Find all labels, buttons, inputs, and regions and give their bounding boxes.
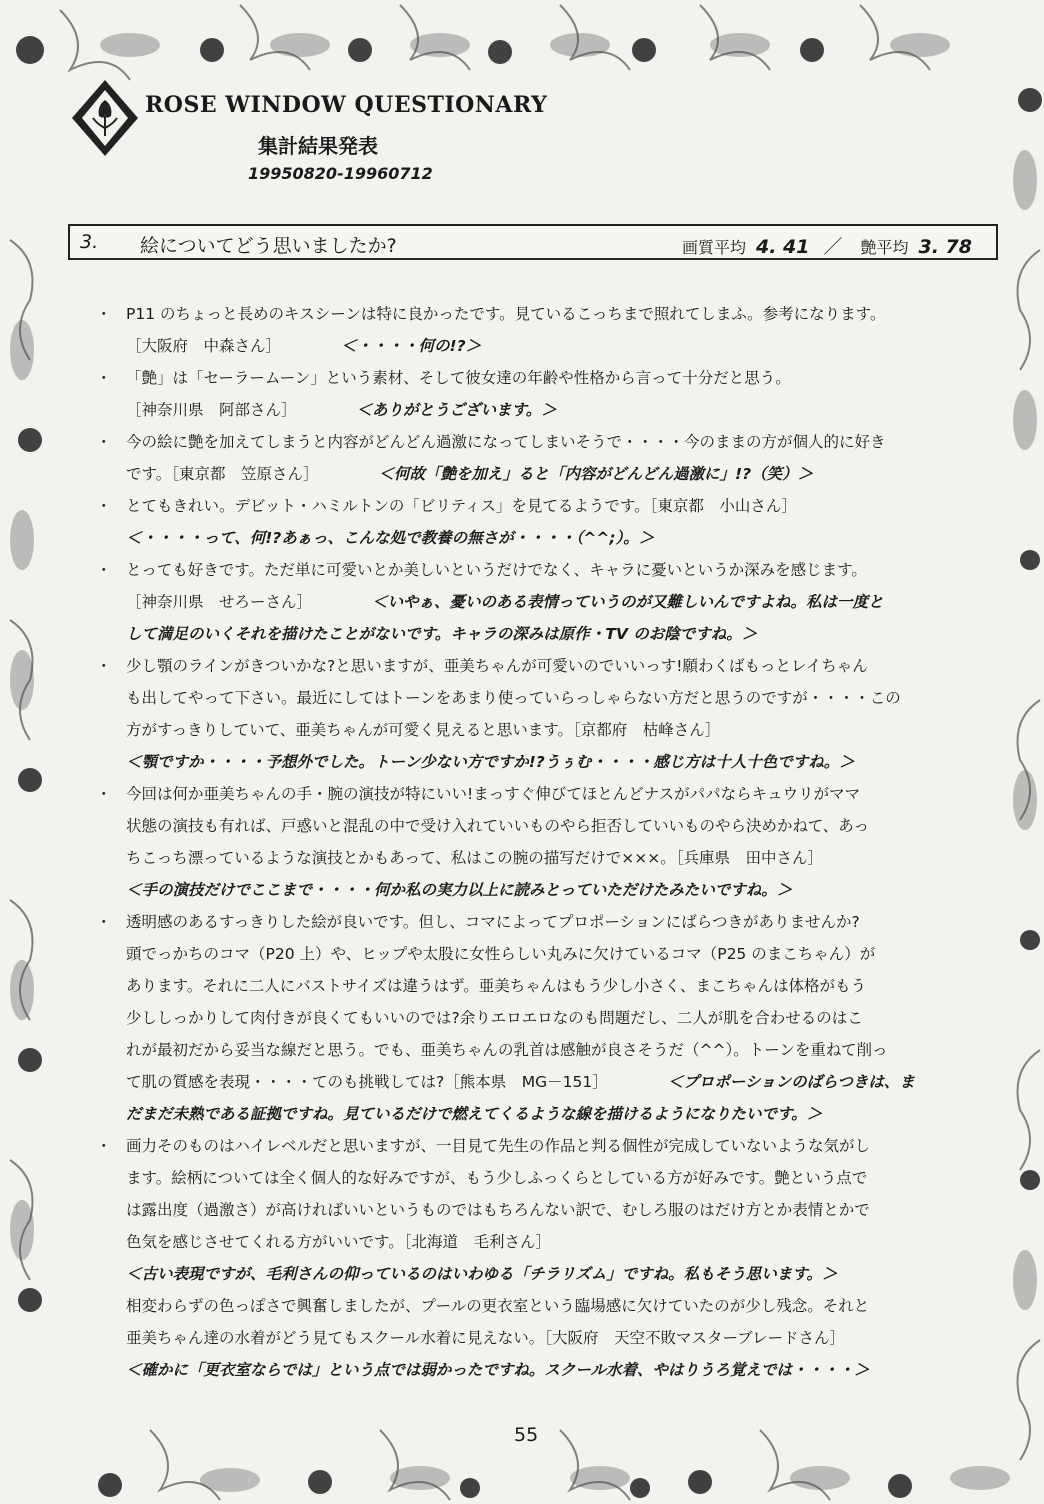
question-text: 絵についてどう思いましたか?: [140, 235, 397, 257]
response-text-line: ます。絵柄については全く個人的な好みですが、もう少しふっくらとしている方が好みです。艶という点で: [126, 1169, 868, 1187]
response-text-line: ちこっち漂っているような演技とかもあって、私はこの腕の描写だけで×××。［兵庫県 田中さん］: [126, 849, 823, 867]
response-text-line: 画力そのものはハイレベルだと思いますが、一目見て先生の作品と判る個性が完成していないような気がし: [126, 1137, 871, 1155]
author-reply-line: ＜顎ですか・・・・予想外でした。トーン少ない方ですか!?うぅむ・・・・感じ方は十人十色ですね。＞: [126, 753, 855, 771]
page-number: 55: [510, 1424, 542, 1446]
bullet-mark: ・: [96, 497, 112, 515]
bullet-mark: ・: [96, 561, 112, 579]
response-text-line: P11 のちょっと長めのキスシーンは特に良かったです。見ているこっちまで照れてしまふ。参考になります。: [126, 305, 886, 323]
response-source-line: [126, 394, 1008, 426]
response-source-line: [126, 330, 1008, 362]
bullet-mark: ・: [96, 433, 112, 451]
response-text-line: とてもきれい。デビット・ハミルトンの「ビリティス」を見てるようです。［東京都 小山さん］: [126, 497, 797, 515]
response-text-line: 頭でっかちのコマ（P20 上）や、ヒップや太股に女性らしい丸みに欠けているコマ（P25 のまこちゃん）が: [126, 945, 876, 963]
page-subtitle: 集計結果発表: [258, 134, 378, 158]
score-separator: ／: [823, 236, 843, 258]
bullet-mark: ・: [96, 1137, 112, 1155]
author-reply: ＜プロポーションのばらつきは、ま: [667, 1073, 915, 1091]
author-reply-line: ＜手の演技だけでここまで・・・・何か私の実力以上に読みとっていただけたみたいですね。＞: [126, 881, 793, 899]
response-text-line: 相変わらずの色っぽさで興奮しましたが、プールの更衣室という臨場感に欠けていたのが少し残念。それと: [126, 1297, 870, 1315]
response-item: [96, 362, 1008, 426]
response-text-line: 色気を感じさせてくれる方がいいです。［北海道 毛利さん］: [126, 1233, 552, 1251]
response-text-line: は露出度（過激さ）が高ければいいというものではもちろんない訳で、むしろ服のはだけ方とか表情とかで: [126, 1201, 870, 1219]
response-item: [96, 906, 1008, 1130]
response-item: [96, 1130, 1008, 1290]
response-text-line: 今回は何か亜美ちゃんの手・腕の演技が特にいい!まっすぐ伸びてほとんどナスがパパならキュウリがママ: [126, 785, 861, 803]
quality-value: 4. 41: [755, 236, 810, 258]
respondent-source: ［大阪府 中森さん］: [126, 337, 282, 355]
response-text-line: 透明感のあるすっきりした絵が良いです。但し、コマによってプロポーションにばらつきがありませんか?: [126, 913, 860, 931]
response-item: [96, 298, 1008, 362]
response-text-line: あります。それに二人にバストサイズは違うはず。亜美ちゃんはもう少し小さく、まこちゃんは体格がもう: [126, 977, 866, 995]
bullet-mark: ・: [96, 913, 112, 931]
response-item: [96, 426, 1008, 490]
respondent-source: です。［東京都 笠原さん］: [126, 465, 319, 483]
response-text-line: れが最初だから妥当な線だと思う。でも、亜美ちゃんの乳首は感触が良さそうだ（^^）。トーンを重ねて削っ: [126, 1041, 888, 1059]
respondent-source: ［神奈川県 せろーさん］: [126, 593, 313, 611]
question-box: [68, 224, 998, 260]
page-header: [70, 78, 590, 198]
response-text-line: も出してやって下さい。最近にしてはトーンをあまり使っていらっしゃらない方だと思うのですが・・・・この: [126, 689, 901, 707]
author-reply-line: ＜確かに「更衣室ならでは」という点では弱かったですね。スクール水着、やはりうろ覚えでは・・・・＞: [126, 1361, 870, 1379]
quality-label: 画質平均: [681, 238, 746, 257]
response-item: [96, 1290, 1008, 1386]
response-text-line: 「艶」は「セーラームーン」という素材、そして彼女達の年齢や性格から言って十分だと思う。: [126, 369, 791, 387]
response-source-line: [126, 458, 1008, 490]
author-reply: ＜ありがとうございます。＞: [356, 401, 557, 419]
page-title: ROSE WINDOW QUESTIONARY: [145, 92, 548, 118]
score-summary: [682, 232, 986, 259]
response-item: [96, 490, 1008, 554]
author-reply-line: して満足のいくそれを描けたことがないです。キャラの深みは原作・TV のお陰ですね。＞: [126, 625, 758, 643]
response-item: [96, 650, 1008, 778]
response-text-line: 亜美ちゃん達の水着がどう見てもスクール水着に見えない。［大阪府 天空不敗マスターブレードさん］: [126, 1329, 846, 1347]
response-item: [96, 778, 1008, 906]
response-item: [96, 554, 1008, 650]
response-text-line: 少し顎のラインがきついかな?と思いますが、亜美ちゃんが可愛いのでいいっす!願わくばもっとレイちゃん: [126, 657, 868, 675]
respondent-source: て肌の質感を表現・・・・てのも挑戦しては?［熊本県 MG－151］: [126, 1073, 608, 1091]
tulip-diamond-logo: [70, 78, 140, 158]
author-reply: ＜何故「艶を加え」ると「内容がどんどん過激に」!?（笑）＞: [378, 465, 814, 483]
response-text-line: 状態の演技も有れば、戸惑いと混乱の中で受け入れていいものやら拒否していいものやら決めかねて、あっ: [126, 817, 870, 835]
response-text-line: とっても好きです。ただ単に可愛いとか美しいというだけでなく、キャラに憂いというか深みを感じます。: [126, 561, 867, 579]
bullet-mark: ・: [96, 785, 112, 803]
response-text-line: 方がすっきりしていて、亜美ちゃんが可愛く見えると思います。［京都府 枯峰さん］: [126, 721, 721, 739]
author-reply-line: だまだ未熟である証拠ですね。見ているだけで燃えてくるような線を描けるようになりたいです。＞: [126, 1105, 823, 1123]
response-source-line: [126, 586, 1008, 618]
responses-list: [96, 298, 1008, 1386]
bullet-mark: ・: [96, 305, 112, 323]
bullet-mark: ・: [96, 369, 112, 387]
erotic-label: 艶平均: [860, 238, 909, 257]
erotic-value: 3. 78: [918, 236, 972, 258]
author-reply-line: ＜・・・・って、何!?あぁっ、こんな処で教養の無さが・・・・（^^;）。＞: [126, 529, 655, 547]
bullet-mark: ・: [96, 657, 112, 675]
response-text-line: 少ししっかりして肉付きが良くてもいいのでは?余りエロエロなのも問題だし、二人が肌を合わせるのはこ: [126, 1009, 863, 1027]
author-reply: ＜いやぁ、憂いのある表情っていうのが又難しいんですよね。私は一度と: [372, 593, 884, 611]
question-number: 3.: [80, 231, 99, 253]
response-source-line: [126, 1066, 1008, 1098]
response-text-line: 今の絵に艶を加えてしまうと内容がどんどん過激になってしまいそうで・・・・今のままの方が個人的に好き: [126, 433, 886, 451]
respondent-source: ［神奈川県 阿部さん］: [126, 401, 297, 419]
date-range: 19950820-19960712: [248, 164, 433, 183]
author-reply-line: ＜古い表現ですが、毛利さんの仰っているのはいわゆる「チラリズム」ですね。私もそう思います。＞: [126, 1265, 838, 1283]
author-reply: ＜・・・・何の!?＞: [341, 337, 482, 355]
